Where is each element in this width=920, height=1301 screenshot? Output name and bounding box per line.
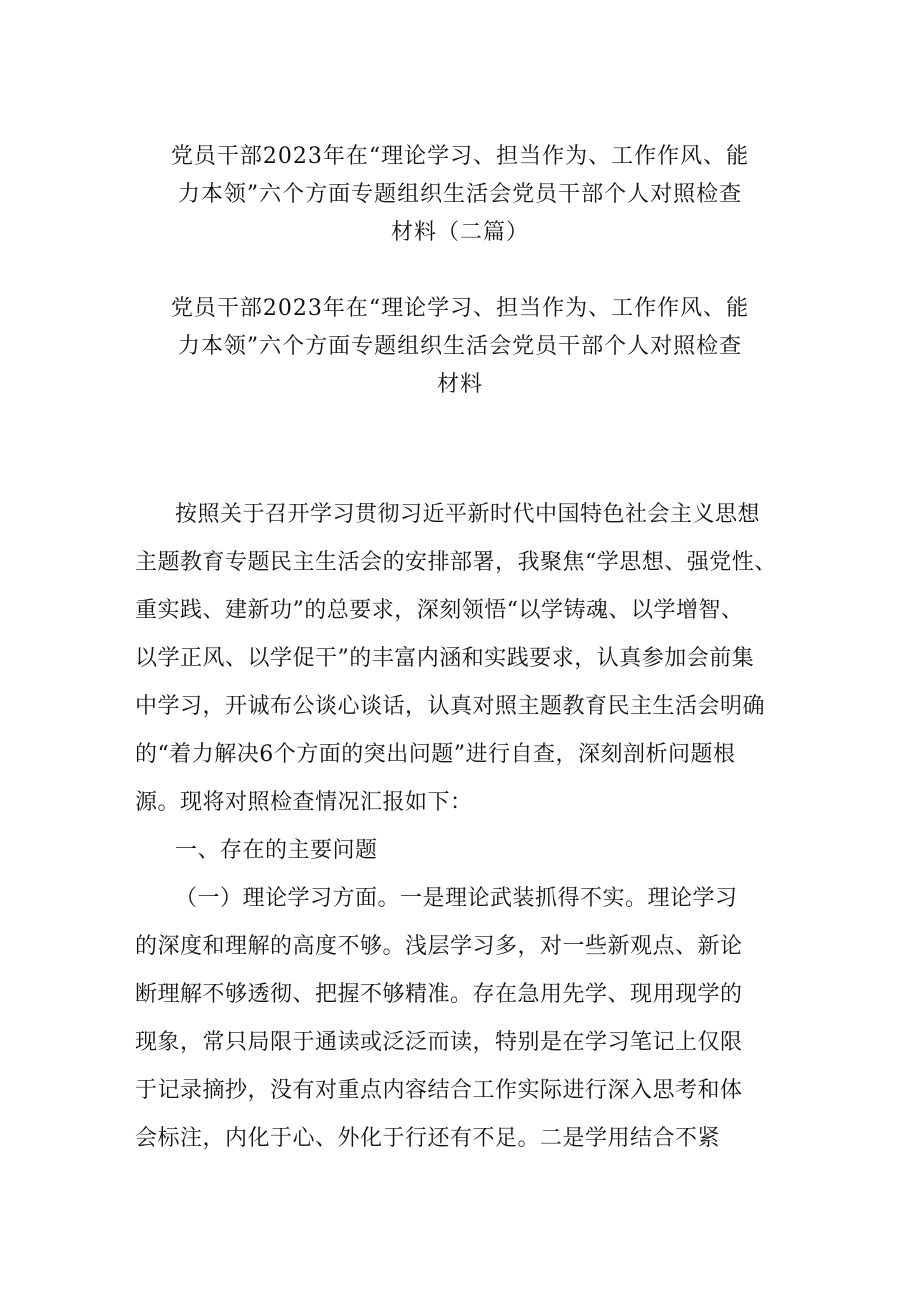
title-1-line-3: 材料（二篇） [390, 220, 529, 245]
section1-line-1: （一）理论学习方面。一是理论武装抓得不实。理论学习 [175, 886, 738, 911]
intro-line-5: 中学习，开诚布公谈心谈话，认真对照主题教育民主生活会明确 [135, 694, 766, 719]
section1-line-2: 的深度和理解的高度不够。浅层学习多，对一些新观点、新论 [135, 934, 743, 959]
section-heading: 一、存在的主要问题 [175, 838, 378, 863]
title-1-line-2: 力本领”六个方面专题组织生活会党员干部个人对照检查 [177, 182, 743, 207]
intro-line-4: 以学正风、以学促干”的丰富内涵和实践要求，认真参加会前集 [135, 646, 755, 671]
document-title-2 [130, 290, 790, 404]
section1-line-3: 断理解不够透彻、把握不够精准。存在急用先学、现用现学的 [135, 982, 743, 1007]
intro-line-7: 源。现将对照检查情况汇报如下： [135, 790, 473, 815]
section1-line-4: 现象，常只局限于通读或泛泛而读，特别是在学习笔记上仅限 [135, 1030, 743, 1055]
intro-line-6: 的“着力解决6个方面的突出问题”进行自查，深刻剖析问题根 [135, 742, 736, 767]
document-title-1 [130, 138, 790, 252]
section1-line-6: 会标注，内化于心、外化于行还有不足。二是学用结合不紧 [135, 1126, 721, 1151]
title-2-line-1: 党员干部2023年在“理论学习、担当作为、工作作风、能 [170, 296, 750, 321]
title-1-line-1: 党员干部2023年在“理论学习、担当作为、工作作风、能 [170, 144, 750, 169]
section1-line-5: 于记录摘抄，没有对重点内容结合工作实际进行深入思考和体 [135, 1078, 743, 1103]
title-2-line-3: 材料 [436, 372, 483, 397]
intro-line-1: 按照关于召开学习贯彻习近平新时代中国特色社会主义思想 [175, 502, 761, 527]
title-2-line-2: 力本领”六个方面专题组织生活会党员干部个人对照检查 [177, 334, 743, 359]
intro-line-2: 主题教育专题民主生活会的安排部署，我聚焦“学思想、强党性、 [135, 550, 777, 575]
intro-line-3: 重实践、建新功”的总要求，深刻领悟“以学铸魂、以学增智、 [135, 598, 744, 623]
